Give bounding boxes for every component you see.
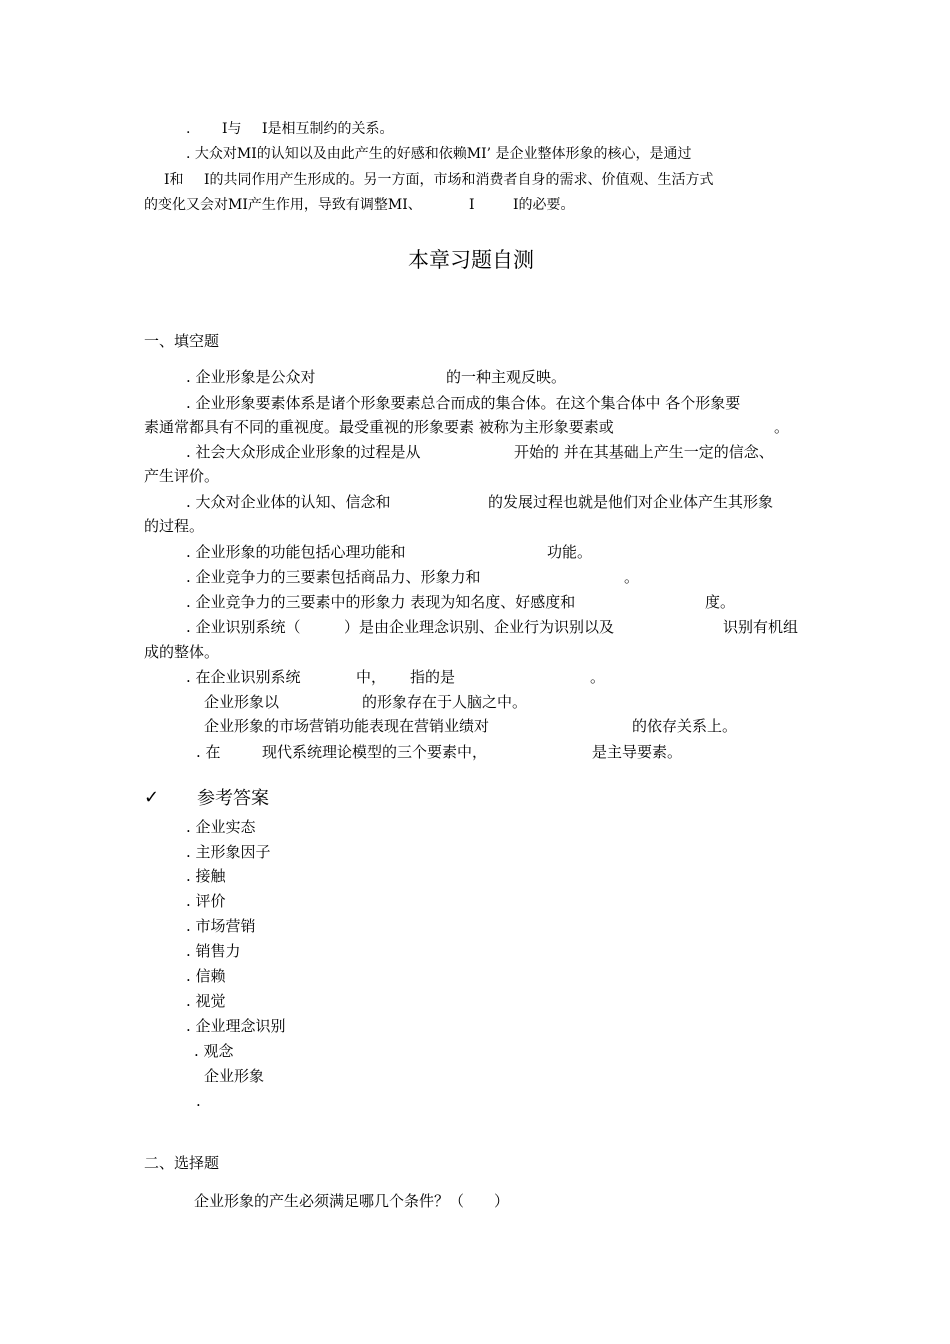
q12-part-a: . 在: [196, 743, 221, 761]
answer-item: . 观念: [194, 1042, 234, 1060]
q12-part-b: 现代系统理论模型的三个要素中，: [262, 743, 488, 761]
q3-part-b: 开始的 并在其基础上产生一定的信念、: [514, 443, 774, 461]
answer-item: . 市场营销: [186, 917, 256, 935]
answer-item: . 接触: [186, 867, 226, 885]
intro-line4-a: 的变化又会对MI产生作用，导致有调整MI、: [144, 197, 422, 213]
q2-part-a: . 企业形象要素体系是诸个形象要素总合而成的集合体。在这个集合体中 各个形象要: [186, 394, 741, 412]
q4-part-b: 的发展过程也就是他们对企业体产生其形象: [488, 493, 774, 511]
answer-item: . 信赖: [186, 967, 226, 985]
q12-part-c: 是主导要素。: [592, 743, 683, 761]
q7-part-b: 度。: [705, 593, 736, 611]
q9-part-c: 指的是: [410, 668, 456, 686]
q7-part-a: . 企业竞争力的三要素中的形象力 表现为知名度、好感度和: [186, 593, 576, 611]
q8-part-c: 识别有机组: [723, 618, 799, 636]
q4-part-a: . 大众对企业体的认知、信念和: [186, 493, 391, 511]
q6-part-a: . 企业竞争力的三要素包括商品力、形象力和: [186, 568, 481, 586]
q11-part-a: 企业形象的市场营销功能表现在营销业绩对: [204, 717, 490, 735]
q9-part-b: 中，: [356, 668, 387, 686]
answer-item: . 主形象因子: [186, 843, 271, 861]
intro-line3-b: I的共同作用产生形成的。另一方面，市场和消费者自身的需求、价值观、生活方式: [204, 172, 714, 188]
intro-line1-a: I与: [222, 121, 242, 137]
section2-question1: 企业形象的产生必须满足哪几个条件？（ ）: [194, 1192, 510, 1210]
answer-item: . 视觉: [186, 992, 226, 1010]
q4-part-c: 的过程。: [144, 517, 205, 535]
checkmark-icon: ✓: [144, 787, 160, 808]
q3-part-a: . 社会大众形成企业形象的过程是从: [186, 443, 421, 461]
intro-line4-c: I的必要。: [513, 197, 575, 213]
answer-item: 企业形象: [204, 1067, 265, 1085]
answer-item: . 企业理念识别: [186, 1017, 286, 1035]
intro-line1-b: I是相互制约的关系。: [262, 121, 394, 137]
q10-part-b: 的形象存在于人脑之中。: [362, 693, 528, 711]
q3-part-c: 产生评价。: [144, 467, 220, 485]
q8-part-d: 成的整体。: [144, 643, 220, 661]
q9-part-d: 。: [590, 668, 606, 686]
q1-part-a: . 企业形象是公众对: [186, 368, 316, 386]
q2-part-b: 素通常都具有不同的重视度。最受重视的形象要素 被称为主形象要素或: [144, 418, 614, 436]
q8-part-a: . 企业识别系统（: [186, 618, 301, 636]
q6-part-b: 。: [624, 568, 640, 586]
q5-part-b: 功能。: [547, 543, 593, 561]
intro-line2: . 大众对MI的认知以及由此产生的好感和依赖MI’ 是企业整体形象的核心，是通过: [186, 146, 692, 162]
answer-item: . 企业实态: [186, 818, 256, 836]
q9-part-a: . 在企业识别系统: [186, 668, 301, 686]
q8-part-b: ）是由企业理念识别、企业行为识别以及: [344, 618, 615, 636]
intro-line3-a: I和: [164, 172, 184, 188]
q5-part-a: . 企业形象的功能包括心理功能和: [186, 543, 406, 561]
answer-item: . 评价: [186, 892, 226, 910]
answer-item: .: [196, 1092, 201, 1110]
q2-part-c: 。: [774, 418, 790, 436]
q1-part-b: 的一种主观反映。: [446, 368, 567, 386]
section1-heading: 一、填空题: [144, 332, 220, 350]
section2-heading: 二、选择题: [144, 1154, 220, 1172]
answer-item: . 销售力: [186, 942, 241, 960]
q10-part-a: 企业形象以: [204, 693, 280, 711]
answers-heading: 参考答案: [197, 788, 269, 809]
chapter-title: 本章习题自测: [408, 248, 534, 272]
intro-line4-b: I: [469, 197, 475, 213]
q11-part-b: 的依存关系上。: [632, 717, 738, 735]
intro-dot: .: [186, 121, 191, 137]
